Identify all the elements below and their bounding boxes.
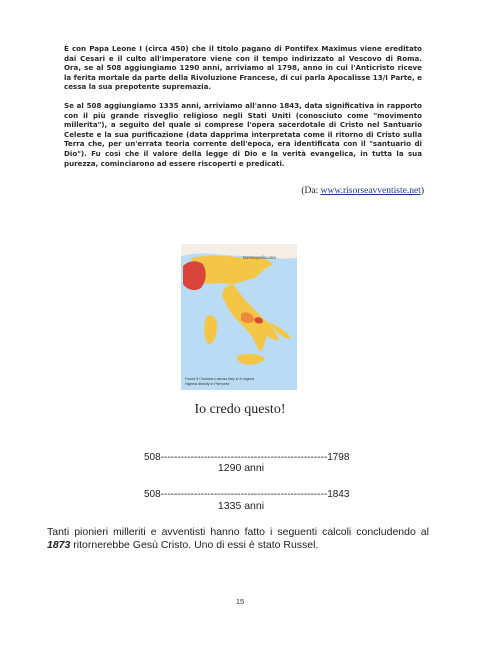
source-suffix: ) [420, 186, 424, 196]
source-prefix: (Da: [301, 186, 321, 196]
map-watermark: Nomeopedia.com [243, 255, 276, 260]
source-link[interactable]: www.risorseavventiste.net [320, 186, 421, 196]
final-year: 1873 [47, 539, 71, 551]
caption: Io credo questo! [194, 402, 286, 417]
final-text-after: ritornerebbe Gesù Cristo. Uno di essi è stato Russel. [70, 539, 319, 551]
final-paragraph [47, 526, 429, 552]
calc-label-1335: 1335 anni [217, 500, 265, 512]
source-citation [301, 186, 424, 196]
calc-line-1843: 508--------------------------------------------------1843 [144, 489, 350, 500]
paragraph-leone: È con Papa Leone I (circa 450) che il titolo pagano di Pontifex Maximus viene ereditato dai Cesari e il culto all'imperatore viene con il tempo indirizzato al Vescovo di Roma. Ora, se al 508 aggiungiamo 1290 anni, arriviamo al 1798, anno in cui l'Anticristo riceve la ferita mortale da parte della Rivoluzione Francese, di cui parla Apocalisse 13/I Parte, e cessa la sua prepotente supremazia. [64, 44, 422, 92]
calc-label-1290: 1290 anni [217, 462, 265, 474]
paragraph-1843: Se al 508 aggiungiamo 1335 anni, arriviamo all'anno 1843, data significativa in rapporto con il più grande risveglio religioso negli Stati Uniti (conosciuto come "movimento millerita"), a seguito del quale si comprese l'opera sacerdotale di Cristo nel Santuario Celeste e la sua purificazione (data dapprima interpretata come il ritorno di Cristo sulla Terra che, per un'errata teoria corrente dell'epoca, era identificata con il "santuario di Dio"). Fu così che il valore della legge di Dio e la verità evangelica, in tutta la sua purezza, cominciarono ad essere riscoperti e predicati. [64, 101, 422, 168]
map-legend-line1: Found 5 Clodovero across Italy in 5 regions [185, 377, 255, 381]
final-text-before: Tanti pionieri milleriti e avventisti hanno fatto i seguenti calcoli concludendo al [47, 526, 429, 538]
map-region-piemonte [183, 261, 206, 290]
calc-line-1798: 508--------------------------------------------------1798 [144, 452, 350, 463]
page-number: 15 [235, 597, 245, 606]
italy-map-image [181, 244, 297, 390]
map-legend-line2: Highest density in Piemonte [185, 382, 230, 386]
